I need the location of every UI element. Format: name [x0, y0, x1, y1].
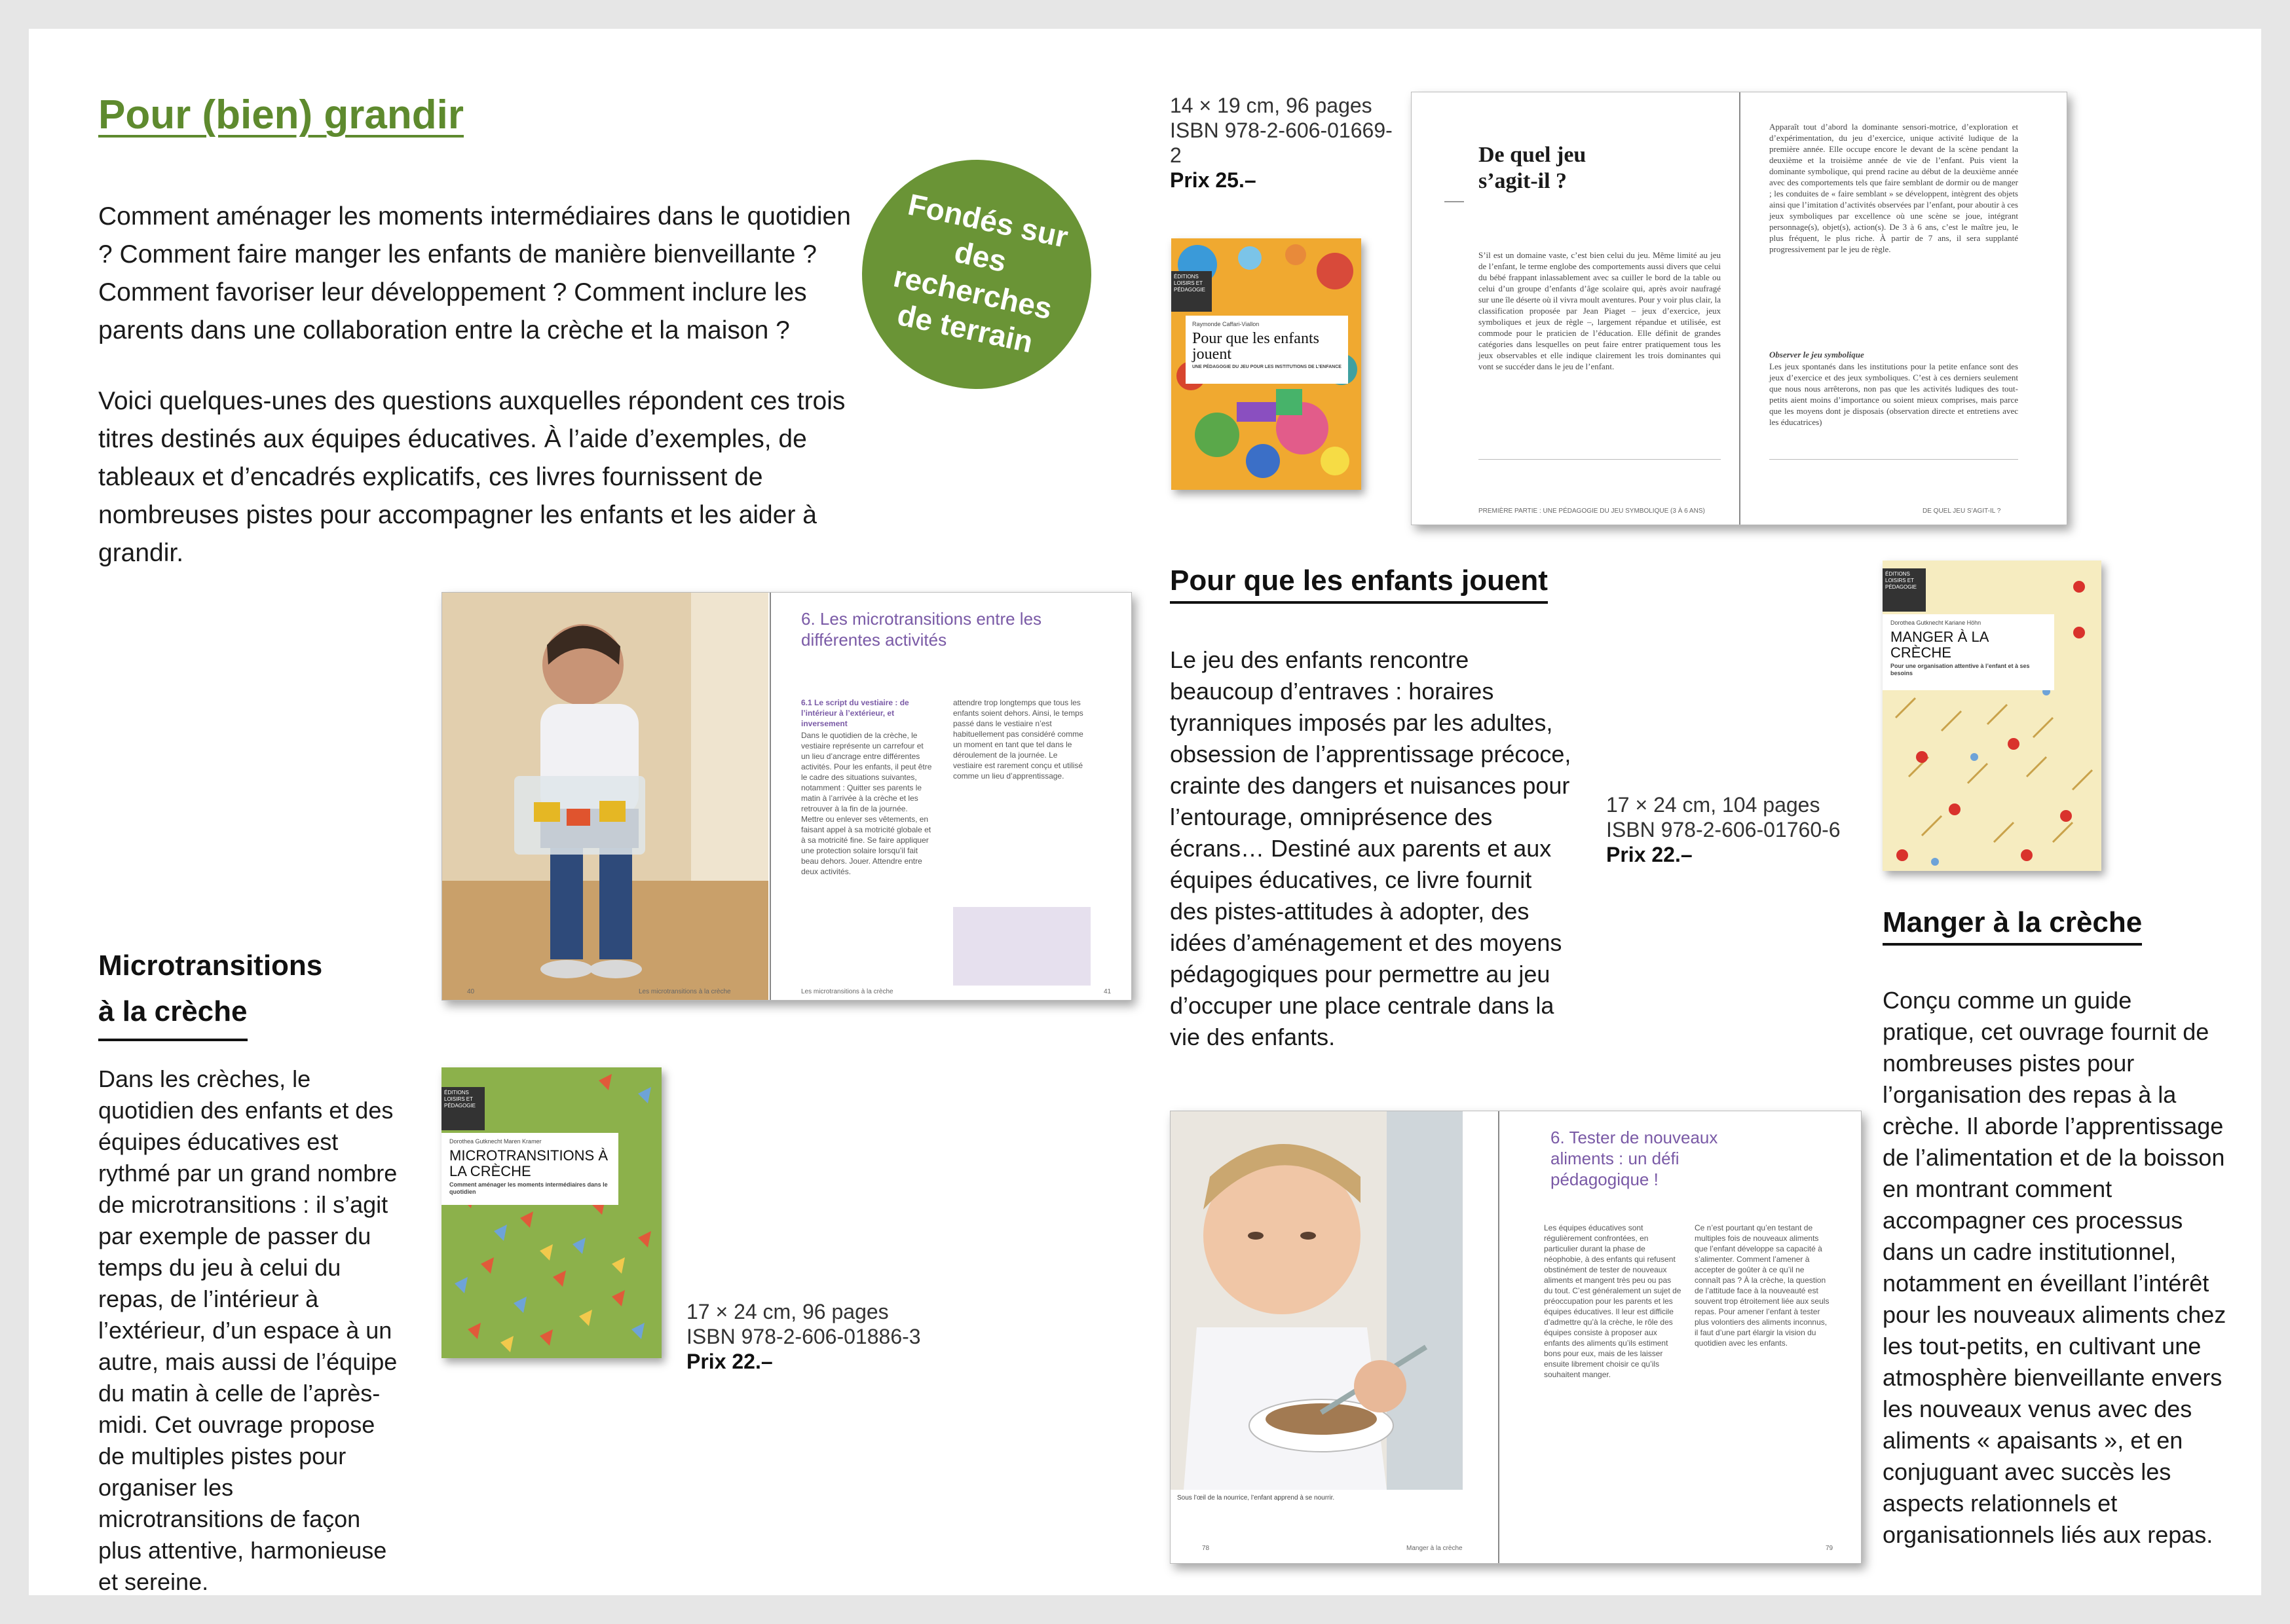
jeu-cover [1171, 238, 1361, 490]
manger-heading [1883, 906, 2142, 946]
jeu-specs [1170, 93, 1393, 193]
micro-cover-subtitle: Comment aménager les moments intermédiaires dans le quotidien [449, 1181, 608, 1195]
manger-cover-title: MANGER À LA CRÈCHE [1890, 629, 1989, 661]
jeu-right-folio: DE QUEL JEU S’AGIT-IL ? [1923, 507, 2001, 515]
manger-cover [1883, 561, 2101, 871]
manger-cover-label [1883, 614, 2054, 690]
manger-spread [1170, 1111, 1862, 1564]
micro-heading-line2: à la crèche [98, 989, 248, 1041]
intro-paragraph-1: Comment aménager les moments intermédiaires dans le quotidien ? Comment faire manger les enfants de manière bienveillante ? Comment favoriser leur développement ? Comment inclure les parents dans une collaboration entre la crèche et la maison ? [98, 202, 851, 344]
toddler-photo-illustration [442, 593, 768, 1000]
jeu-spread-right-sub: Observer le jeu symbolique [1769, 350, 1864, 360]
jeu-spread [1411, 92, 2067, 525]
micro-spread-section: 6.1 Le script du vestiaire : de l’intérieur à l’extérieur, et inversement [801, 698, 909, 728]
manger-photo-caption: Sous l’œil de la nourrice, l’enfant apprend à se nourrir. [1177, 1494, 1335, 1502]
jeu-left-folio: PREMIÈRE PARTIE : UNE PÉDAGOGIE DU JEU SYMBOLIQUE (3 À 6 ANS) [1478, 507, 1705, 515]
manger-spread-text-right: Ce n’est pourtant qu’en testant de multiples fois de nouveaux aliments que l’enfant développe sa capacité à s’alimenter. Comment l’amener à accepter de goûter à ce qu’il ne connaît pas ? À la crèche, la question de l’attitude face à la nouveauté est souvent trop étroitement liée aux seuls repas. Pour amener l’enfant à tester plus volontiers des aliments inconnus, il faut d’une part élargir la vision du quotidien avec les enfants. [1695, 1223, 1830, 1348]
brochure-page [29, 29, 2261, 1595]
jeu-heading-text: Pour que les enfants jouent [1170, 564, 1548, 604]
micro-spread-text-right: attendre trop longtemps que tous les enfants soient dehors. Ainsi, le temps passé dans le vestiaire n’est habituellement pas considéré comme un moment en tant que tel dans le déroulement de la journée. Le vestiaire est rarement conçu et utilisé comme un lieu d’apprentissage. [953, 698, 1083, 781]
micro-cover-label [441, 1133, 618, 1205]
intro-paragraph-2: Voici quelques-unes des questions auxquelles répondent ces trois titres destinés aux équipes éducatives. À l’aide d’exemples, de tableaux et d’encadrés explicatifs, ces livres fournissent de nombreuses pistes pour accompagner les enfants et les aider à grandir. [98, 387, 846, 567]
manger-size: 17 × 24 cm, 104 pages [1606, 793, 1820, 817]
manger-isbn: ISBN 978-2-606-01760-6 [1606, 818, 1841, 841]
jeu-cover-subtitle: UNE PÉDAGOGIE DU JEU POUR LES INSTITUTIONS DE L’ENFANCE [1192, 365, 1342, 369]
manger-price: Prix 22.– [1606, 843, 1693, 866]
jeu-spread-right-text: Apparaît tout d’abord la dominante sensori-motrice, d’exploration et d’expérimentation, du jeu d’exercice, unique activité ludique de la première année. Elle occupe encore le devant de la scène pendant la deuxième et la troisième année de vie de l’enfant. Puis vient la dominante symbolique, qui prend racine au début de la deuxième année avec des comportements tels que faire semblant de dormir ou de manger ; les conduites de « faire semblant » se développent, intègrent des objets ainsi que l’imitation d’activités observées par l’enfant, pour aboutir à ces jeux symboliques par excellence où une scène se joue, intégrant personnage(s), objet(s), action(s). De 3 à 6 ans, c’est le maître jeu, le plus fréquent, le plus riche. À partir de 7 ans, il sera supplanté progressivement par le jeu de règle. [1769, 122, 2018, 254]
jeu-spread-left-text: S’il est un domaine vaste, c’est bien celui du jeu. Même limité au jeu de l’enfant, le terme englobe des comportements aussi divers que celui du bébé frappant inlassablement avec sa cuiller le bord de la table ou celui d’un groupe d’enfants d’âge scolaire qui, après avoir naufragé sur une île déserte où il vivra moult aventures. Pour y voir plus clair, la classification proposée par Jean Piaget – jeux d’exercice, jeux symboliques et jeux de règle –, largement répandue et utilisée, est commode pour le praticien de l’éducation. Elle définit de grandes catégories dans lesquelles on peut faire entrer pratiquement tous les jeux observables et elle indique clairement les trois dominantes qui vont se succéder dans le jeu de l’enfant. [1478, 250, 1721, 371]
manger-publisher-logo: ÉDITIONS LOISIRS ET PÉDAGOGIE [1883, 568, 1926, 612]
micro-cover-title: MICROTRANSITIONS À LA CRÈCHE [449, 1147, 609, 1179]
manger-specs [1606, 792, 1881, 867]
jeu-price: Prix 25.– [1170, 168, 1256, 192]
micro-cover [441, 1067, 662, 1358]
micro-spread-example-box [953, 907, 1091, 986]
child-eating-photo-illustration [1171, 1111, 1463, 1490]
micro-heading [98, 943, 322, 1041]
micro-page-right: 41 [1104, 988, 1112, 995]
jeu-publisher-logo: ÉDITIONS LOISIRS ET PÉDAGOGIE [1171, 271, 1212, 312]
micro-price: Prix 22.– [686, 1350, 773, 1373]
manger-spread-photo [1171, 1111, 1463, 1490]
jeu-cover-author: Raymonde Caffari-Viallon [1192, 321, 1260, 327]
badge-text: Fondés sur des recherches de terrain [890, 187, 1072, 360]
micro-cover-authors: Dorothea Gutknecht Maren Kramer [449, 1138, 542, 1145]
manger-page-left: 78 [1202, 1545, 1210, 1552]
micro-heading-line1: Microtransitions [98, 950, 323, 982]
jeu-cover-label [1186, 316, 1348, 384]
jeu-spread-right-text2: Les jeux spontanés dans les institutions pour la petite enfance sont des jeux d’exercice et des jeux symboliques. C’est à ces derniers seulement que nous nous arrêterons, non pas que les activités ludiques des tout-petits aient moins d’importance ou soient mieux comprises, mais parce que les moyens dont je disposais (observation directe et entretiens avec les éducatrices) [1769, 361, 2018, 427]
manger-left-folio: Manger à la crèche [1406, 1545, 1463, 1552]
micro-spread-text-left: Dans le quotidien de la crèche, le vestiaire représente un carrefour et un lieu d’ancrage entre différentes activités. Pour les enfants, il peut être le cadre des situations suivantes, notamment : Quitter ses parents le matin à l’arrivée à la crèche et les retrouver à la fin de la journée. Mettre ou enlever ses vêtements, en faisant appel à sa motricité globale et à sa motricité fine. Se faire appliquer une protection solaire lorsqu’il fait beau dehors. Jouer. Attendre entre deux activités. [801, 731, 932, 876]
micro-spread-photo [442, 593, 768, 1000]
research-badge [840, 138, 1112, 410]
manger-spread-text-left: Les équipes éducatives sont régulièrement confrontées, en particulier durant la phase de néophobie, à des enfants qui refusent obstinément de tester de nouveaux aliments et mangent très peu ou pas du tout. C’est généralement un sujet de préoccupation pour les parents et les équipes éducatives. Il leur est difficile d’admettre qu’à la crèche, le rôle des équipes consiste à proposer aux enfants des aliments qu’ils estiment bons pour eux, mais de les laisser ensuite librement choisir ce qu’ils souhaitent manger. [1544, 1223, 1681, 1379]
jeu-isbn: ISBN 978-2-606-01669-2 [1170, 119, 1393, 167]
manger-description: Conçu comme un guide pratique, cet ouvrage fournit de nombreuses pistes pour l’organisation des repas à la crèche. Il aborde l’apprentissage de l’alimentation et de la boisson en montrant comment accompagner ces processus dans un cadre institutionnel, notamment en éveillant l’intérêt pour les nouveaux aliments chez les tout-petits, en cultivant une atmosphère bienveillante envers les nouveaux venus avec des aliments « apaisants », et en conjuguant avec succès les aspects relationnels et organisationnels liés aux repas. [1883, 987, 2226, 1548]
micro-publisher-logo: ÉDITIONS LOISIRS ET PÉDAGOGIE [441, 1087, 485, 1130]
manger-cover-subtitle: Pour une organisation attentive à l’enfant et à ses besoins [1890, 663, 2030, 676]
manger-cover-authors: Dorothea Gutknecht Kariane Höhn [1890, 619, 1981, 626]
micro-size: 17 × 24 cm, 96 pages [686, 1300, 889, 1323]
jeu-heading [1170, 564, 1548, 604]
micro-spread [441, 592, 1132, 1001]
manger-page-right: 79 [1826, 1545, 1833, 1552]
manger-spread-chapter: 6. Tester de nouveaux aliments : un défi pédagogique ! [1550, 1128, 1718, 1189]
micro-left-folio: Les microtransitions à la crèche [639, 988, 731, 995]
micro-right-folio: Les microtransitions à la crèche [801, 988, 893, 995]
micro-isbn: ISBN 978-2-606-01886-3 [686, 1325, 921, 1348]
page-title: Pour (bien) grandir [98, 92, 464, 138]
micro-spread-chapter: 6. Les microtransitions entre les différentes activités [801, 609, 1042, 650]
jeu-cover-title: Pour que les enfants jouent [1192, 330, 1319, 363]
jeu-spread-heading: De quel jeu s’agit-il ? [1478, 143, 1586, 193]
micro-description: Dans les crèches, le quotidien des enfants et des équipes éducatives est rythmé par un grand nombre de microtransitions : il s’agit par exemple de passer du temps du jeu à celui du repas, de l’intérieur à l’extérieur, d’un espace à un autre, mais aussi de l’équipe du matin à celle de l’après-midi. Cet ouvrage propose de multiples pistes pour organiser les microtransitions de façon plus attentive, harmonieuse et sereine. [98, 1065, 398, 1595]
jeu-description: Le jeu des enfants rencontre beaucoup d’entraves : horaires tyranniques imposés par les adultes, obsession de l’apprentissage précoce, crainte des dangers et nuisances pour l’entourage, omniprésence des écrans… Destiné aux parents et aux équipes éducatives, ce livre fournit des pistes-attitudes à adopter, des idées d’aménagement et des moyens pédagogiques pour permettre au jeu d’occuper une place centrale dans la vie des enfants. [1170, 646, 1571, 1050]
micro-specs [686, 1299, 948, 1374]
micro-page-left: 40 [467, 988, 475, 995]
manger-heading-text: Manger à la crèche [1883, 906, 2142, 946]
jeu-size: 14 × 19 cm, 96 pages [1170, 94, 1372, 117]
